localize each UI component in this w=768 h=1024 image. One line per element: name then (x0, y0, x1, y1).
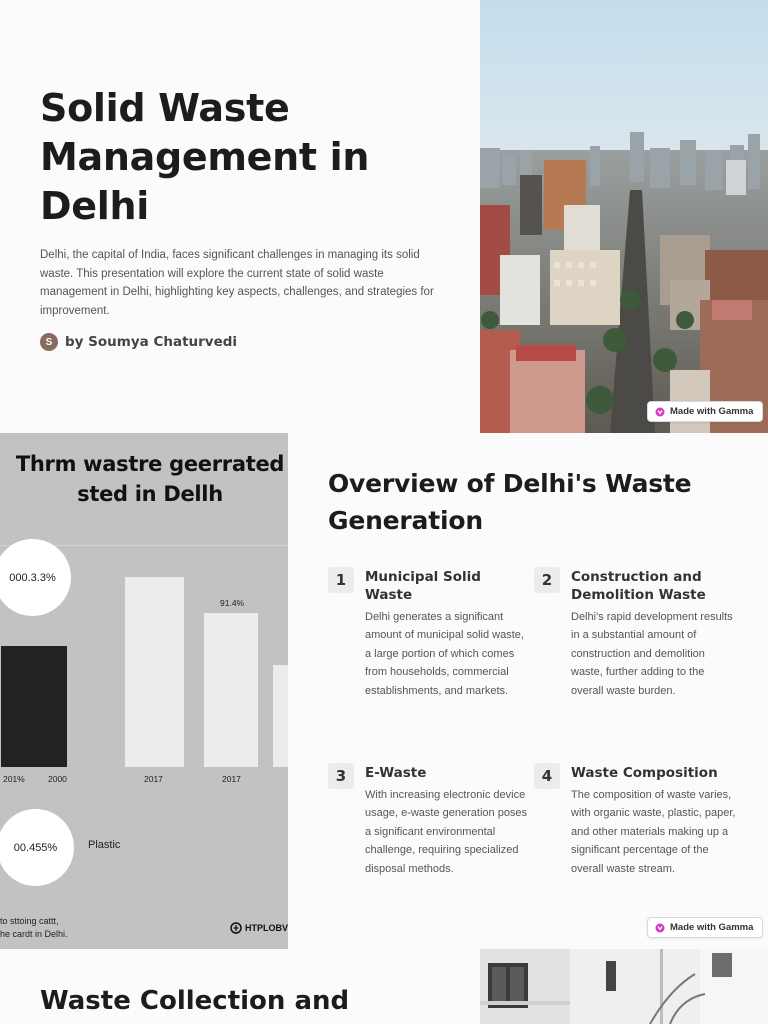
building-image (480, 949, 768, 1024)
gamma-logo-icon (655, 923, 665, 933)
overview-title: Overview of Delhi's Waste Generation (328, 469, 692, 535)
gamma-badge-label: Made with Gamma (670, 406, 754, 417)
chart-bar-label: 91.4% (220, 598, 245, 608)
waste-chart-image (0, 433, 288, 949)
chart-bars (0, 433, 288, 767)
chart-logo (230, 922, 288, 934)
chart-x-label: 2017 (144, 774, 163, 784)
building-illustration (480, 949, 768, 1024)
author-name: by Soumya Chaturvedi (65, 334, 238, 350)
intro-paragraph: Delhi, the capital of India, faces significant challenges in managing its solid waste. This presentation will explore the current state of solid waste management in Delhi, highlighting key aspects, challenges, and strategies for improvement. (40, 249, 434, 317)
chart-bar (273, 665, 288, 767)
chart-bar (1, 646, 67, 767)
chart-footer-line-1: to sttoing cattt, (0, 916, 59, 926)
slide-collection (0, 949, 768, 1024)
item-body: With increasing electronic device usage, e-waste generation poses a significant environmental challenge, requiring specialized disposal methods. (365, 789, 528, 875)
page-title: Solid Waste Management in Delhi (40, 86, 370, 228)
chart-x-label: 201% (3, 774, 25, 784)
item-heading: Construction and Demolition Waste (571, 569, 706, 603)
gamma-logo-icon (655, 407, 665, 417)
item-heading: Waste Composition (571, 765, 718, 781)
chart-bubble-2: 00.455% (0, 809, 74, 886)
item-number: 4 (534, 763, 560, 789)
made-with-gamma-badge[interactable] (647, 917, 763, 938)
chart-bar (204, 613, 258, 767)
chart-legend-plastic: Plastic (88, 839, 121, 851)
chart-title-line-1: Thrm wastre geerrated (15, 452, 285, 476)
made-with-gamma-badge[interactable] (647, 401, 763, 422)
item-body: The composition of waste varies, with organic waste, plastic, paper, and other materials making up a significant percentage of the overall waste stream. (571, 789, 736, 875)
gamma-badge-label: Made with Gamma (670, 922, 754, 933)
item-number: 1 (328, 567, 354, 593)
chart-footer-text (0, 915, 68, 941)
chart-title-line-2: sted in Dellh (77, 482, 223, 506)
author-line (40, 333, 237, 351)
collection-title: Waste Collection and (40, 986, 350, 1016)
chart-bar (125, 577, 184, 767)
item-heading: Municipal Solid Waste (365, 569, 481, 603)
chart-bubble-1: 000.3.3% (0, 539, 71, 616)
chart-x-label: 2017 (222, 774, 241, 784)
slide-overview (0, 433, 768, 949)
delhi-cityscape-image (480, 0, 768, 433)
chart-logo-text: HTPLOBV (245, 923, 288, 933)
avatar: S (40, 333, 58, 351)
chart-x-label: 2000 (48, 774, 67, 784)
cityscape-illustration (480, 0, 768, 433)
slide-title (0, 0, 768, 433)
chart-logo-icon (230, 922, 242, 934)
item-body: Delhi generates a significant amount of municipal solid waste, a large portion of which comes from households, commercial establishments, and markets. (365, 611, 524, 697)
item-number: 3 (328, 763, 354, 789)
item-heading: E-Waste (365, 765, 427, 781)
item-number: 2 (534, 567, 560, 593)
chart-footer-line-2: he cardt in Delhi. (0, 929, 68, 939)
item-body: Delhi's rapid development results in a substantial amount of construction and demolition waste, further adding to the overall waste burden. (571, 611, 733, 697)
